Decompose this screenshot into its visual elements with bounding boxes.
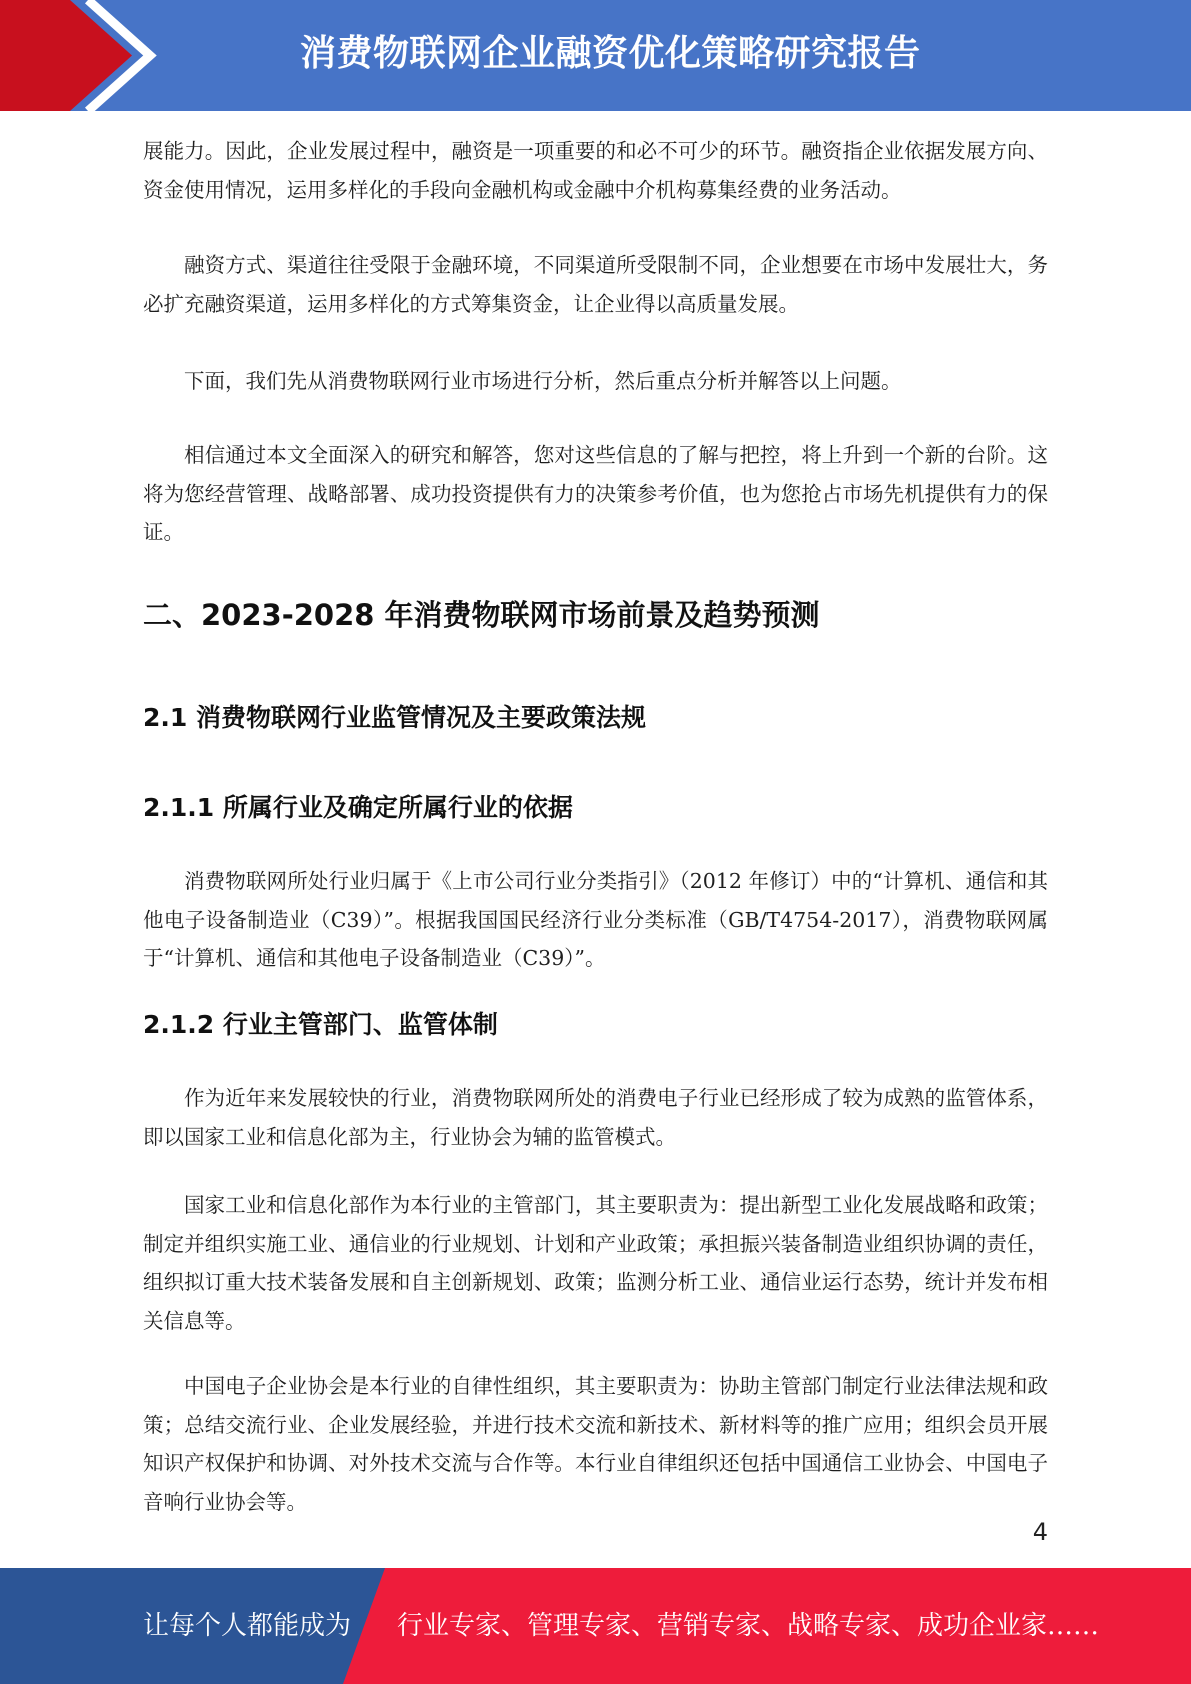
section-2-1-2-paragraph-3: 中国电子企业协会是本行业的自律性组织，其主要职责为：协助主管部门制定行业法律法规和政策；总结交流行业、企业发展经验，并进行技术交流和新技术、新材料等的推广应用；组织会员开展知识产权保护和协调、对外技术交流与合作等。本行业自律组织还包括中国通信工业协会、中国电子音响行业协会等。 xyxy=(143,1374,1048,1514)
intro-paragraph-1: 展能力。因此，企业发展过程中，融资是一项重要的和必不可少的环节。融资指企业依据发展方向、资金使用情况，运用多样化的手段向金融机构或金融中介机构募集经费的业务活动。 xyxy=(143,139,1048,202)
section-2-1-2-paragraph-1-block xyxy=(143,1079,1048,1156)
page-header xyxy=(0,0,1191,111)
section-2-1-2-paragraph-3-block xyxy=(143,1367,1048,1521)
page-number: 4 xyxy=(1032,1518,1048,1546)
section-2-1-1-heading: 2.1.1 所属行业及确定所属行业的依据 xyxy=(143,793,573,822)
section-2-1-1-paragraph-block xyxy=(143,862,1048,978)
section-2-1-2-paragraph-2-block xyxy=(143,1186,1048,1340)
page-footer xyxy=(0,1568,1191,1684)
header-title: 消费物联网企业融资优化策略研究报告 xyxy=(300,33,921,74)
intro-paragraph-4: 相信通过本文全面深入的研究和解答，您对这些信息的了解与把控，将上升到一个新的台阶。这将为您经营管理、战略部署、成功投资提供有力的决策参考价值，也为您抢占市场先机提供有力的保证。 xyxy=(143,443,1048,544)
section-2-1-2-paragraph-2: 国家工业和信息化部作为本行业的主管部门，其主要职责为：提出新型工业化发展战略和政策；制定并组织实施工业、通信业的行业规划、计划和产业政策；承担振兴装备制造业组织协调的责任，组织拟订重大技术装备发展和自主创新规划、政策；监测分析工业、通信业运行态势，统计并发布相关信息等。 xyxy=(143,1193,1048,1333)
intro-paragraph-4-block xyxy=(143,436,1048,552)
section-2-1-2-heading: 2.1.2 行业主管部门、监管体制 xyxy=(143,1010,498,1039)
section-2-1-1-paragraph: 消费物联网所处行业归属于《上市公司行业分类指引》（2012 年修订）中的“计算机、通信和其他电子设备制造业（C39）”。根据我国国民经济行业分类标准（GB/T4754-2017），消费物联网属于“计算机、通信和其他电子设备制造业（C39）”。 xyxy=(143,869,1048,970)
section-2-heading: 二、2023-2028 年消费物联网市场前景及趋势预测 xyxy=(143,598,820,632)
intro-paragraph-1-block xyxy=(143,132,1048,209)
intro-paragraph-2: 融资方式、渠道往往受限于金融环境，不同渠道所受限制不同，企业想要在市场中发展壮大，务必扩充融资渠道，运用多样化的方式筹集资金，让企业得以高质量发展。 xyxy=(143,253,1048,316)
intro-paragraph-2-block xyxy=(143,246,1048,323)
footer-slogan-left: 让每个人都能成为 xyxy=(143,1611,352,1641)
intro-paragraph-3-block xyxy=(143,362,1048,401)
header-arrow-decoration xyxy=(0,0,160,111)
section-2-1-heading: 2.1 消费物联网行业监管情况及主要政策法规 xyxy=(143,703,646,732)
section-2-1-2-paragraph-1: 作为近年来发展较快的行业，消费物联网所处的消费电子行业已经形成了较为成熟的监管体系，即以国家工业和信息化部为主，行业协会为辅的监管模式。 xyxy=(143,1086,1048,1149)
intro-paragraph-3: 下面，我们先从消费物联网行业市场进行分析，然后重点分析并解答以上问题。 xyxy=(184,369,902,393)
footer-slogan-right: 行业专家、管理专家、营销专家、战略专家、成功企业家…… xyxy=(397,1611,1100,1641)
